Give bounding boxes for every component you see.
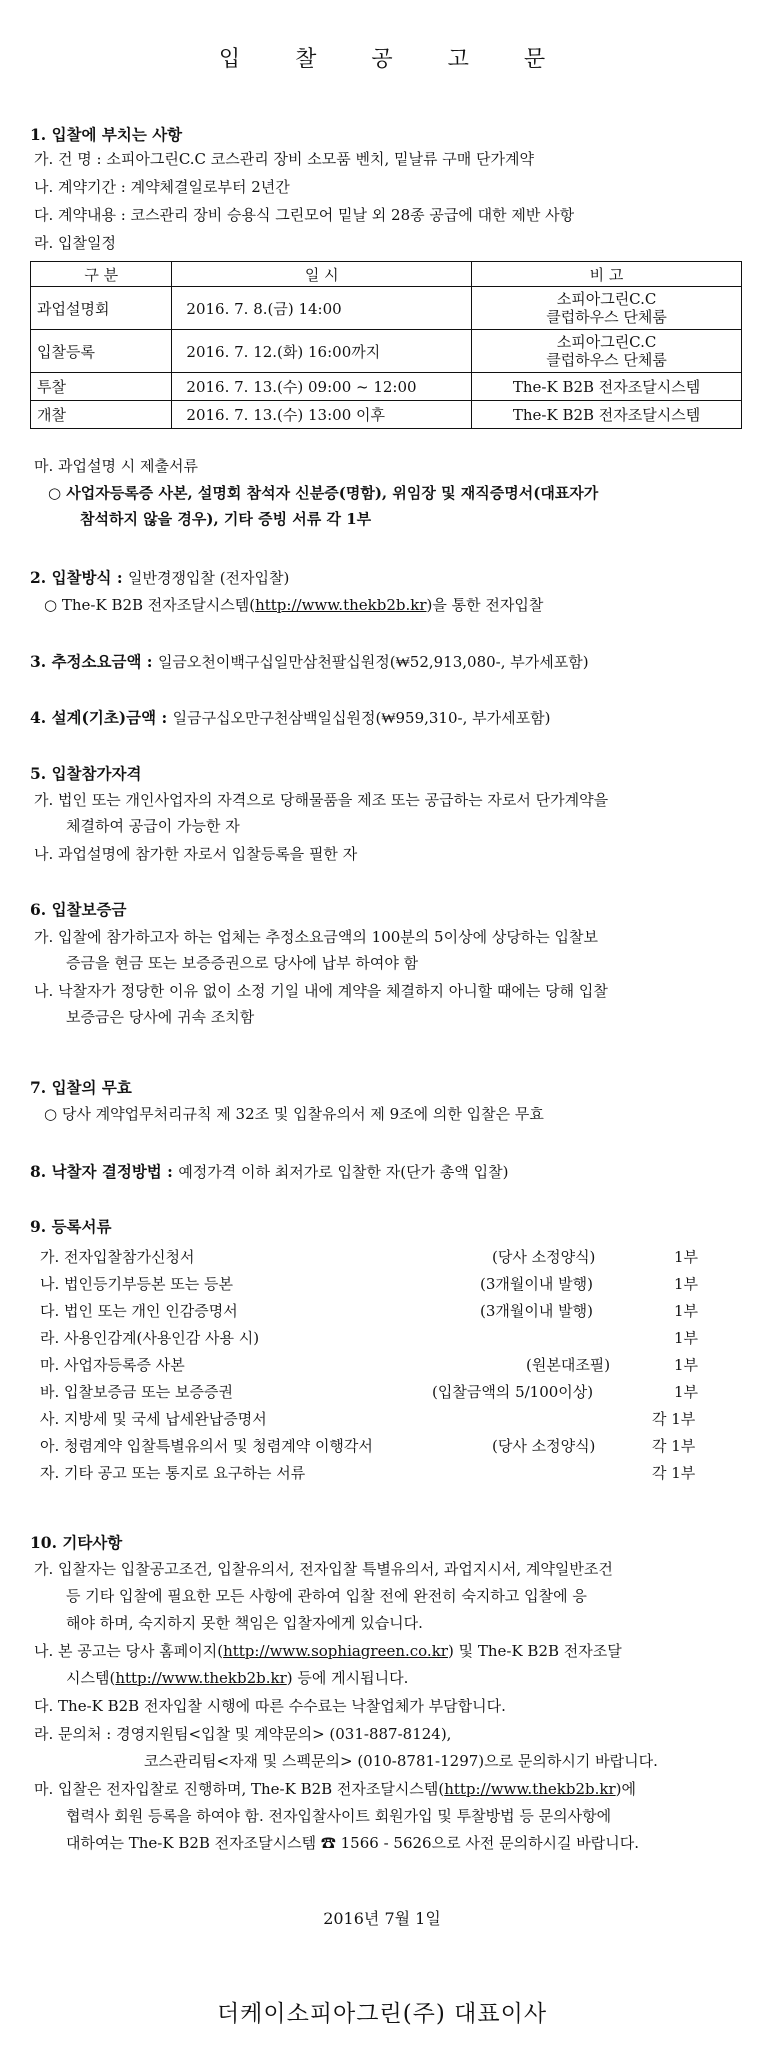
s5-item-a-line-1: 가. 법인 또는 개인사업자의 자격으로 당해물품을 제조 또는 공급하는 자로서 단가계약을 xyxy=(34,791,609,809)
s10-item-d-line-2: 코스관리팀<자재 및 스펙문의> (010-8781-1297)으로 문의하시기 바랍니다. xyxy=(144,1752,658,1770)
doc-count: 1부 xyxy=(674,1329,699,1347)
list-item xyxy=(40,1435,696,1456)
s5-item-b: 나. 과업설명에 참가한 자로서 입찰등록을 필한 자 xyxy=(34,845,358,863)
doc-label: 아. 청렴계약 입찰특별유의서 및 청렴계약 이행각서 xyxy=(40,1437,373,1455)
doc-note: (당사 소정양식) xyxy=(492,1437,596,1455)
s10-item-a-line-3: 해야 하며, 숙지하지 못한 책임은 입찰자에게 있습니다. xyxy=(66,1614,423,1632)
section-3-heading xyxy=(30,650,589,672)
s2-line-pre: ○ The-K B2B 전자조달시스템( xyxy=(44,596,256,614)
s10-item-d-line-1: 라. 문의처 : 경영지원팀<입찰 및 계약문의> (031-887-8124), xyxy=(34,1725,452,1743)
list-item xyxy=(40,1246,699,1267)
list-item xyxy=(40,1381,699,1402)
table-row xyxy=(31,330,742,373)
notice-date: 2016년 7월 1일 xyxy=(323,1909,441,1928)
section-2-value: 일반경쟁입찰 (전자입찰) xyxy=(127,569,290,587)
list-item xyxy=(40,1327,699,1348)
doc-count: 1부 xyxy=(674,1248,699,1266)
doc-note: (당사 소정양식) xyxy=(492,1248,596,1266)
s1-item-b: 나. 계약기간 : 계약체결일로부터 2년간 xyxy=(34,178,290,196)
s1-item-e-line-2: 참석하지 않을 경우), 기타 증빙 서류 각 1부 xyxy=(80,510,372,528)
table-row xyxy=(31,401,742,429)
doc-label: 자. 기타 공고 또는 통지로 요구하는 서류 xyxy=(40,1464,306,1482)
s10-item-b-line-2 xyxy=(66,1667,408,1688)
section-10-heading: 10. 기타사항 xyxy=(30,1533,123,1552)
section-3-value: 일금오천이백구십일만삼천팔십원정(₩52,913,080-, 부가세포함) xyxy=(157,653,589,671)
s1-item-e-line-1: ○ 사업자등록증 사본, 설명회 참석자 신분증(명함), 위임장 및 재직증명서(대표자가 xyxy=(48,484,599,502)
s6-item-b-line-1: 나. 낙찰자가 정당한 이유 없이 소정 기일 내에 계약을 체결하지 아니할 때에는 당해 입찰 xyxy=(34,982,608,1000)
s1-item-e: 마. 과업설명 시 제출서류 xyxy=(34,457,198,475)
table-cell-note xyxy=(472,287,742,330)
sophiagreen-link[interactable]: http://www.sophiagreen.co.kr xyxy=(223,1642,448,1660)
thekb2b-link[interactable]: http://www.thekb2b.kr xyxy=(255,596,427,614)
doc-label: 라. 사용인감계(사용인감 사용 시) xyxy=(40,1329,260,1347)
s10-e-pre: 마. 입찰은 전자입찰로 진행하며, The-K B2B 전자조달시스템( xyxy=(34,1780,445,1798)
s10-item-b-line-1 xyxy=(34,1640,622,1661)
list-item xyxy=(40,1300,699,1321)
table-row xyxy=(31,373,742,401)
table-cell-item: 과업설명회 xyxy=(31,287,172,330)
table-cell-note: The-K B2B 전자조달시스템 xyxy=(472,373,742,401)
table-cell-note xyxy=(472,330,742,373)
section-3-label: 3. 추정소요금액 : xyxy=(30,652,158,671)
doc-count: 1부 xyxy=(674,1275,699,1293)
doc-count: 각 1부 xyxy=(652,1437,696,1455)
table-header-cell: 비 고 xyxy=(472,262,742,287)
note-line-2: 클럽하우스 단체룸 xyxy=(546,308,667,326)
note-line-1: 소피아그린C.C xyxy=(556,333,657,351)
note-line-2: 클럽하우스 단체룸 xyxy=(546,351,667,369)
s1-item-a: 가. 건 명 : 소피아그린C.C 코스관리 장비 소모품 벤치, 밑날류 구매 단가계약 xyxy=(34,150,534,168)
doc-count: 각 1부 xyxy=(652,1410,696,1428)
doc-count: 1부 xyxy=(674,1356,699,1374)
doc-label: 가. 전자입찰참가신청서 xyxy=(40,1248,195,1266)
section-2-label: 2. 입찰방식 : xyxy=(30,568,128,587)
s1-item-d: 라. 입찰일정 xyxy=(34,234,116,252)
section-5-heading: 5. 입찰참가자격 xyxy=(30,764,142,783)
section-2-heading xyxy=(30,566,289,588)
table-header-cell: 구 분 xyxy=(31,262,172,287)
table-header-row xyxy=(31,262,742,287)
doc-label: 사. 지방세 및 국세 납세완납증명서 xyxy=(40,1410,267,1428)
s1-item-c: 다. 계약내용 : 코스관리 장비 승용식 그린모어 밑날 외 28종 공급에 대한 제반 사항 xyxy=(34,206,575,224)
signature-line: 더케이소피아그린(주) 대표이사 xyxy=(216,2001,548,2027)
s10-item-e-line-3: 대하여는 The-K B2B 전자조달시스템 ☎ 1566 - 5626으로 사전 문의하시길 바랍니다. xyxy=(66,1834,640,1852)
doc-note: (3개월이내 발행) xyxy=(480,1275,593,1293)
table-cell-time: 2016. 7. 12.(화) 16:00까지 xyxy=(172,330,472,373)
s10-item-c: 다. The-K B2B 전자입찰 시행에 따른 수수료는 낙찰업체가 부담합니다. xyxy=(34,1697,506,1715)
doc-note: (3개월이내 발행) xyxy=(480,1302,593,1320)
s10-item-e-line-2: 협력사 회원 등록을 하여야 함. 전자입찰사이트 회원가입 및 투찰방법 등 문의사항에 xyxy=(66,1807,612,1825)
s10-b2-pre: 시스템( xyxy=(66,1669,116,1687)
s10-item-e-line-1 xyxy=(34,1778,636,1799)
list-item xyxy=(40,1462,696,1483)
thekb2b-link[interactable]: http://www.thekb2b.kr xyxy=(444,1780,616,1798)
table-cell-item: 개찰 xyxy=(31,401,172,429)
doc-count: 1부 xyxy=(674,1302,699,1320)
list-item xyxy=(40,1273,699,1294)
section-8-label: 8. 낙찰자 결정방법 : xyxy=(30,1162,179,1181)
table-row xyxy=(31,287,742,330)
table-cell-time: 2016. 7. 13.(수) 13:00 이후 xyxy=(172,401,472,429)
table-header-cell: 일 시 xyxy=(172,262,472,287)
s10-item-a-line-1: 가. 입찰자는 입찰공고조건, 입찰유의서, 전자입찰 특별유의서, 과업지시서, 계약일반조건 xyxy=(34,1560,613,1578)
doc-label: 바. 입찰보증금 또는 보증증권 xyxy=(40,1383,233,1401)
table-cell-time: 2016. 7. 8.(금) 14:00 xyxy=(172,287,472,330)
s6-item-a-line-2: 증금을 현금 또는 보증증권으로 당사에 납부 하여야 함 xyxy=(66,954,419,972)
doc-count: 1부 xyxy=(674,1383,699,1401)
s7-line-1: ○ 당사 계약업무처리규칙 제 32조 및 입찰유의서 제 9조에 의한 입찰은 무효 xyxy=(44,1105,544,1123)
bid-schedule-table xyxy=(30,261,742,429)
s10-item-a-line-2: 등 기타 입찰에 필요한 모든 사항에 관하여 입찰 전에 완전히 숙지하고 입찰에 응 xyxy=(66,1587,587,1605)
section-1-heading: 1. 입찰에 부치는 사항 xyxy=(30,125,183,144)
section-4-heading xyxy=(30,706,550,728)
s10-b2-post: ) 등에 게시됩니다. xyxy=(286,1669,409,1687)
doc-label: 나. 법인등기부등본 또는 등본 xyxy=(40,1275,233,1293)
section-9-heading: 9. 등록서류 xyxy=(30,1217,112,1236)
list-item xyxy=(40,1354,699,1375)
section-8-heading xyxy=(30,1160,508,1182)
doc-label: 마. 사업자등록증 사본 xyxy=(40,1356,185,1374)
table-cell-item: 투찰 xyxy=(31,373,172,401)
s6-item-a-line-1: 가. 입찰에 참가하고자 하는 업체는 추정소요금액의 100분의 5이상에 상당하는 입찰보 xyxy=(34,928,599,946)
table-cell-item: 입찰등록 xyxy=(31,330,172,373)
document-title: 입 찰 공 고 문 xyxy=(218,47,570,72)
thekb2b-link[interactable]: http://www.thekb2b.kr xyxy=(115,1669,287,1687)
doc-note: (원본대조필) xyxy=(526,1356,611,1374)
table-cell-time: 2016. 7. 13.(수) 09:00 ~ 12:00 xyxy=(172,373,472,401)
note-line-1: 소피아그린C.C xyxy=(556,290,657,308)
section-8-value: 예정가격 이하 최저가로 입찰한 자(단가 총액 입찰) xyxy=(178,1163,509,1181)
section-4-value: 일금구십오만구천삼백일십원정(₩959,310-, 부가세포함) xyxy=(172,709,551,727)
doc-label: 다. 법인 또는 개인 인감증명서 xyxy=(40,1302,238,1320)
list-item xyxy=(40,1408,696,1429)
s10-e-post: )에 xyxy=(615,1780,636,1798)
s2-line-1 xyxy=(44,594,543,615)
doc-count: 각 1부 xyxy=(652,1464,696,1482)
s6-item-b-line-2: 보증금은 당사에 귀속 조치함 xyxy=(66,1008,255,1026)
s10-b-pre: 나. 본 공고는 당사 홈페이지( xyxy=(34,1642,224,1660)
section-7-heading: 7. 입찰의 무효 xyxy=(30,1078,132,1097)
section-6-heading: 6. 입찰보증금 xyxy=(30,900,127,919)
doc-note: (입찰금액의 5/100이상) xyxy=(432,1383,594,1401)
s10-b-post: ) 및 The-K B2B 전자조달 xyxy=(447,1642,622,1660)
section-4-label: 4. 설계(기초)금액 : xyxy=(30,708,173,727)
s5-item-a-line-2: 체결하여 공급이 가능한 자 xyxy=(66,817,240,835)
table-cell-note: The-K B2B 전자조달시스템 xyxy=(472,401,742,429)
s2-line-post: )을 통한 전자입찰 xyxy=(426,596,544,614)
